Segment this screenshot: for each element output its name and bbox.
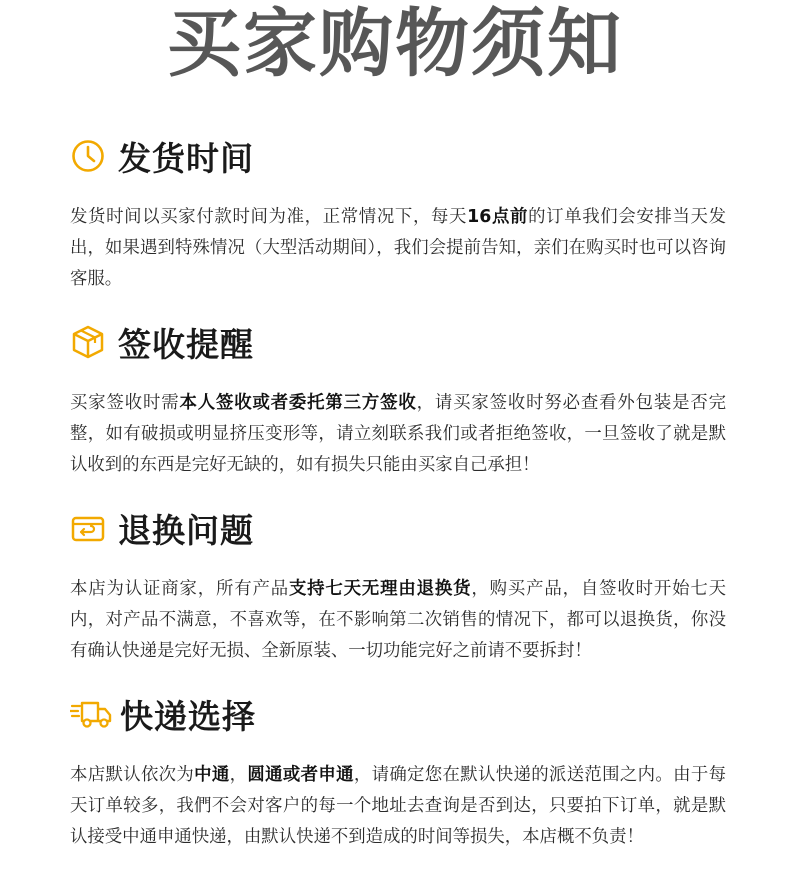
body-text: 本店默认依次为 xyxy=(70,765,195,785)
section-body xyxy=(70,574,726,667)
section-body xyxy=(70,760,726,853)
body-text: ，请买家签收时努必查看外包装是否完整，如有破损或明显挤压变形等，请立刻联系我们或者拒绝签收，一旦签收了就是默认收到的东西是完好无缺的，如有损失只能由买家自己承担！ xyxy=(70,393,726,475)
body-text: 发货时间以买家付款时间为准，正常情况下，每天 xyxy=(70,207,468,227)
section-header xyxy=(70,688,726,740)
body-text: 买家签收时需 xyxy=(70,393,180,413)
section-returns xyxy=(70,502,726,667)
body-text: ，购买产品，自签收时开始七天内，对产品不满意，不喜欢等，在不影响第二次销售的情况下，都可以退换货，你没有确认快递是完好无损、全新原装、一切功能完好之前请不要拆封！ xyxy=(70,579,726,661)
body-text-bold: 16点前 xyxy=(467,207,529,227)
section-body xyxy=(70,388,726,481)
section-header xyxy=(70,316,726,368)
body-text: ， xyxy=(229,765,248,785)
body-text-bold: 中通 xyxy=(194,765,230,785)
section-header xyxy=(70,502,726,554)
body-text-bold: 圆通或者申通 xyxy=(247,765,354,785)
section-title: 签收提醒 xyxy=(118,324,254,364)
section-title: 发货时间 xyxy=(118,138,254,178)
package-icon xyxy=(70,324,106,360)
body-text-bold: 本人签收或者委托第三方签收 xyxy=(179,393,417,413)
section-body xyxy=(70,202,726,295)
body-text-bold: 支持七天无理由退换货 xyxy=(288,579,472,599)
clock-icon xyxy=(70,138,106,174)
return-box-icon xyxy=(70,510,106,546)
section-courier-choice xyxy=(70,688,726,853)
body-text: 的订单我们会安排当天发出，如果遇到特殊情况（大型活动期间），我们会提前告知，亲们在购买时也可以咨询客服。 xyxy=(70,207,726,289)
body-text: 本店为认证商家，所有产品 xyxy=(70,579,289,599)
section-shipping-time xyxy=(70,130,726,295)
delivery-truck-icon xyxy=(70,696,112,732)
section-header xyxy=(70,130,726,182)
section-title: 退换问题 xyxy=(118,510,254,550)
body-text: ，请确定您在默认快递的派送范围之内。由于每天订单较多，我們不会对客户的每一个地址去查询是否到达，只要拍下订单，就是默认接受中通申通快递，由默认快递不到造成的时间等损失，本店概不负责！ xyxy=(70,765,726,847)
section-receipt-reminder xyxy=(70,316,726,481)
page-title: 买家购物须知 xyxy=(167,1,623,87)
section-title: 快递选择 xyxy=(120,696,256,736)
